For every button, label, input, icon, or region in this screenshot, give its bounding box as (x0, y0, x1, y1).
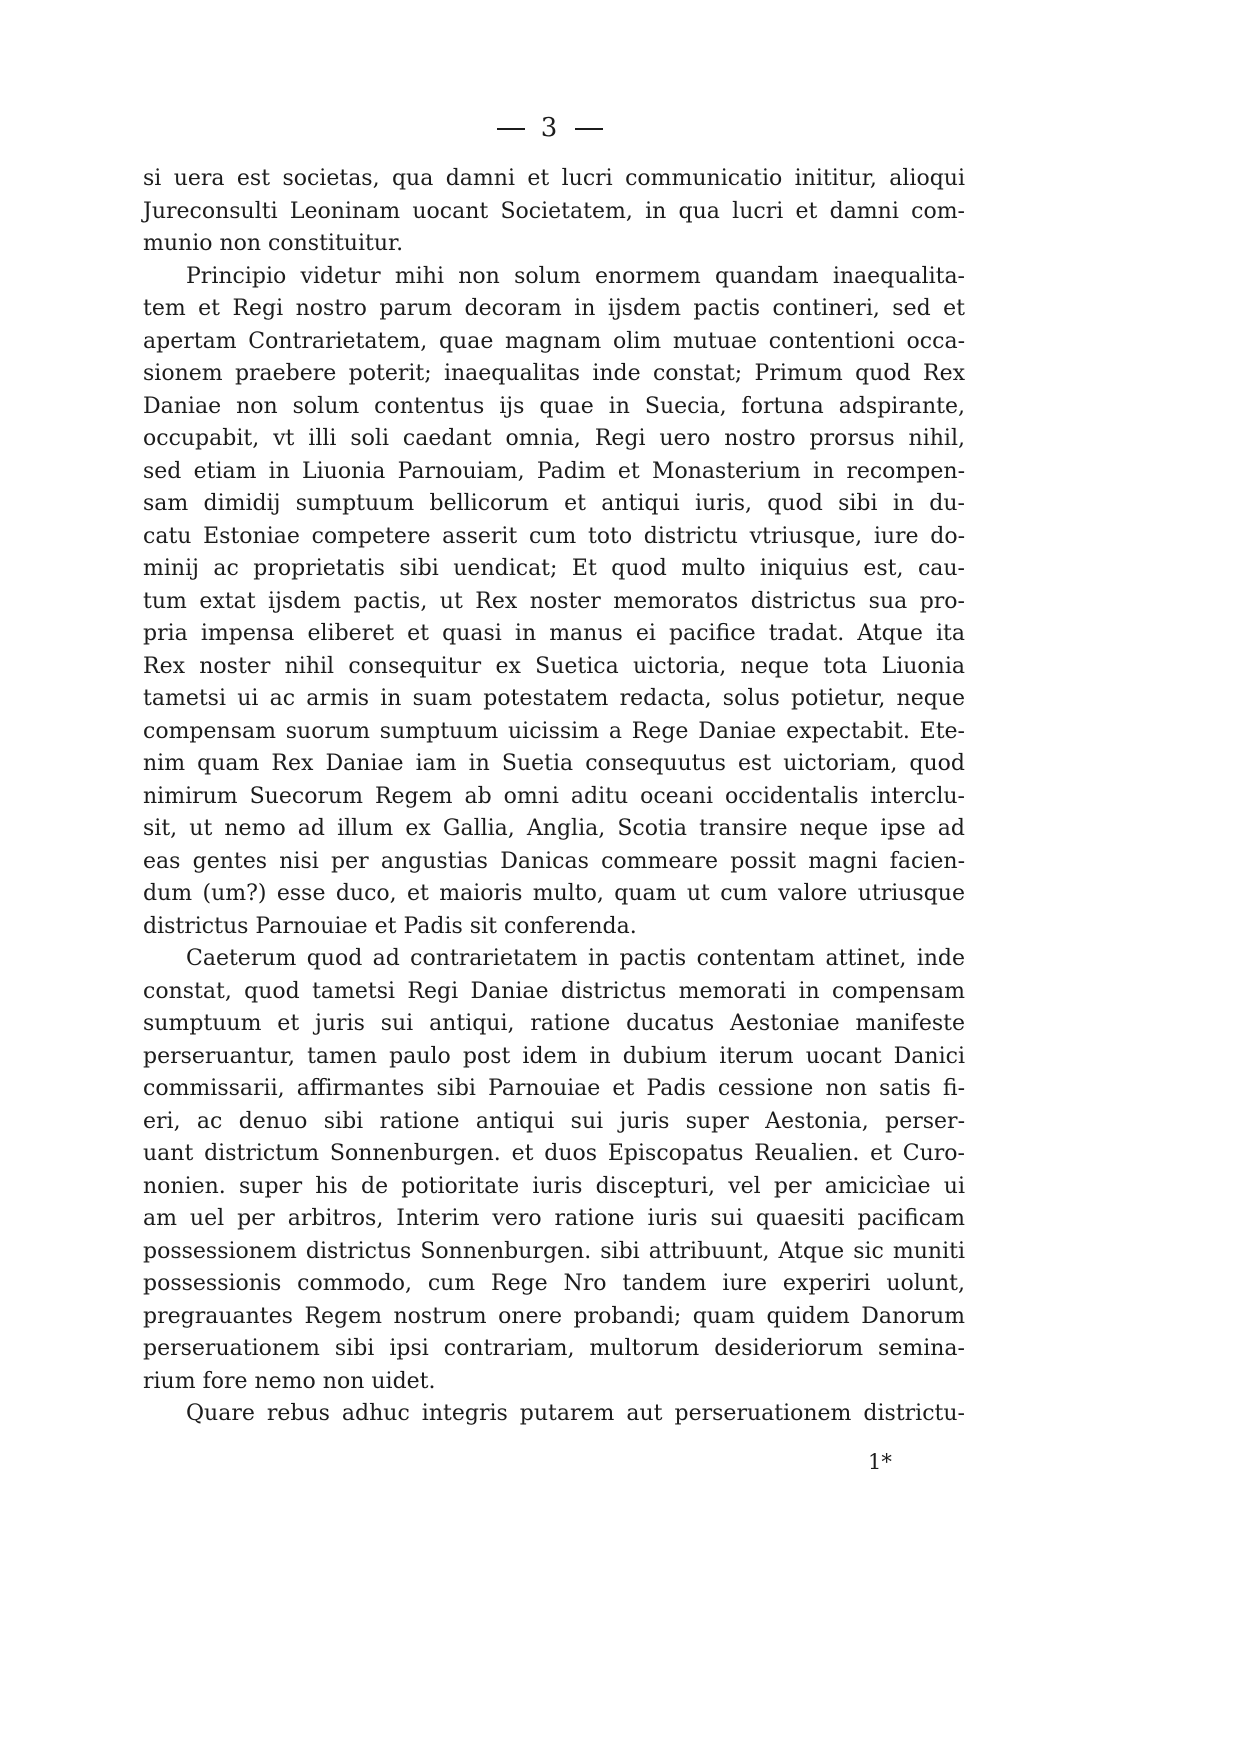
text-line: eas gentes nisi per angustias Danicas commeare possit magni facien- (143, 848, 965, 874)
text-line: nim quam Rex Daniae iam in Suetia consequutus est uictoriam, quod (143, 751, 965, 776)
text-line: pregrauantes Regem nostrum onere probandi; quam quidem Danorum (143, 1303, 965, 1329)
text-line: minij ac proprietatis sibi uendicat; Et quod multo iniquius est, cau- (143, 556, 965, 581)
text-line: districtus Parnouiae et Padis sit conferenda. (143, 913, 637, 939)
text-line: nonien. super his de potioritate iuris discepturi, vel per amicicìae ui (143, 1173, 965, 1199)
text-line: Daniae non solum contentus ijs quae in Suecia, fortuna adspirante, (143, 393, 965, 419)
text-line: eri, ac denuo sibi ratione antiqui sui juris super Aestonia, perser- (143, 1108, 965, 1134)
text-line: sam dimidij sumptuum bellicorum et antiqui iuris, quod sibi in du- (143, 491, 965, 516)
page-number (0, 113, 1100, 143)
text-line: occupabit, vt illi soli caedant omnia, Regi uero nostro prorsus nihil, (143, 426, 965, 451)
text-line: sit, ut nemo ad illum ex Gallia, Anglia, Scotia transire neque ipse ad (143, 816, 965, 841)
text-line: constat, quod tametsi Regi Daniae districtus memorati in compensam (143, 978, 965, 1004)
text-line: dum (um?) esse duco, et maioris multo, quam ut cum valore utriusque (143, 881, 965, 906)
text-line: sionem praebere poterit; inaequalitas inde constat; Primum quod Rex (143, 361, 965, 386)
text-line: nimirum Suecorum Regem ab omni aditu oceani occidentalis interclu- (143, 783, 965, 809)
page-number-dash-left (497, 128, 525, 130)
page-number-value: 3 (540, 113, 560, 143)
text-line: perseruationem sibi ipsi contrariam, multorum desideriorum semina- (143, 1336, 965, 1361)
text-line: Jureconsulti Leoninam uocant Societatem, in qua lucri et damni com- (143, 198, 965, 224)
text-line: tem et Regi nostro parum decoram in ijsdem pactis contineri, sed et (143, 296, 965, 321)
text-line: Caeterum quod ad contrarietatem in pactis contentam attinet, inde (186, 946, 965, 971)
text-line: Quare rebus adhuc integris putarem aut perseruationem districtu- (186, 1401, 965, 1426)
text-line: munio non constituitur. (143, 231, 404, 256)
text-line: pria impensa eliberet et quasi in manus ei pacifice tradat. Atque ita (143, 621, 965, 646)
body-text (143, 163, 965, 1431)
text-line: compensam suorum sumptuum uicissim a Rege Daniae expectabit. Ete- (143, 718, 965, 744)
page-number-dash-right (575, 128, 603, 130)
text-line: sed etiam in Liuonia Parnouiam, Padim et Monasterium in recompen- (143, 458, 965, 484)
text-line: catu Estoniae competere asserit cum toto districtu vtriusque, iure do- (143, 523, 965, 549)
text-line: rium fore nemo non uidet. (143, 1368, 436, 1394)
text-line: uant districtum Sonnenburgen. et duos Episcopatus Reualien. et Curo- (143, 1141, 965, 1166)
text-line: tametsi ui ac armis in suam potestatem redacta, solus potietur, neque (143, 686, 965, 711)
text-line: possessionem districtus Sonnenburgen. sibi attribuunt, Atque sic muniti (143, 1238, 965, 1264)
text-line: perseruantur, tamen paulo post idem in dubium iterum uocant Danici (143, 1043, 965, 1069)
text-line: apertam Contrarietatem, quae magnam olim mutuae contentioni occa- (143, 328, 965, 354)
text-line: si uera est societas, qua damni et lucri communicatio inititur, alioqui (143, 166, 965, 191)
signature-mark: 1* (868, 1450, 892, 1474)
text-line: possessionis commodo, cum Rege Nro tandem iure experiri uolunt, (143, 1271, 965, 1296)
text-line: am uel per arbitros, Interim vero ratione iuris sui quaesiti pacificam (143, 1206, 965, 1231)
text-line: commissarii, affirmantes sibi Parnouiae et Padis cessione non satis fi- (143, 1076, 965, 1101)
text-line: sumptuum et juris sui antiqui, ratione ducatus Aestoniae manifeste (143, 1011, 965, 1036)
text-line: tum extat ijsdem pactis, ut Rex noster memoratos districtus sua pro- (143, 588, 965, 614)
text-line: Rex noster nihil consequitur ex Suetica uictoria, neque tota Liuonia (143, 653, 965, 679)
text-line: Principio videtur mihi non solum enormem quandam inaequalita- (186, 263, 965, 289)
